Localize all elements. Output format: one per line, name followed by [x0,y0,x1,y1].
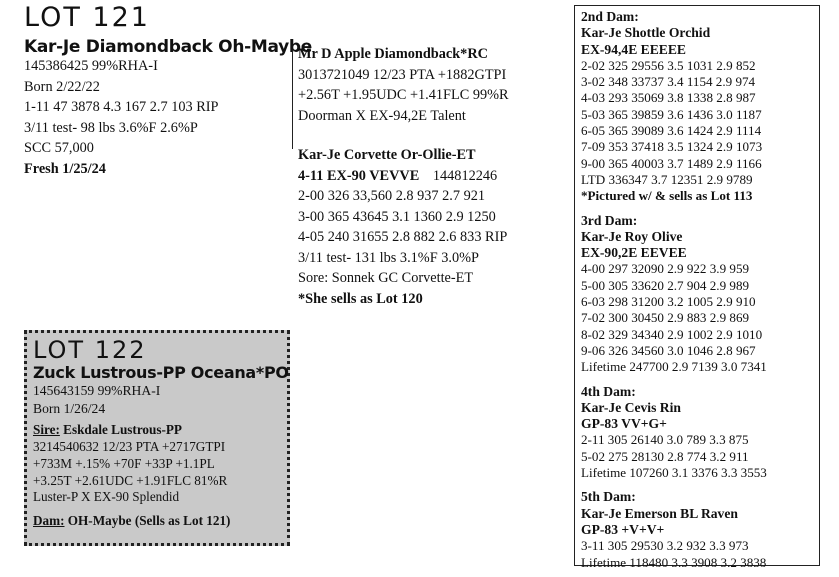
lot-121-details [24,56,294,179]
lot-121-block [24,2,313,179]
record-line: 9-00 365 40003 3.7 1489 2.9 1166 [581,155,762,171]
pedigree-name: Kar-Je Emerson BL Raven [581,505,738,521]
record-line: 6-05 365 39089 3.6 1424 2.9 1114 [581,123,762,139]
pedigree-label: 2nd Dam: [581,9,639,24]
dam-label: Dam: [33,513,65,529]
pedigree-classification: GP-83 +V+V+ [581,521,665,537]
sire-line: +2.56T +1.95UDC +1.41FLC 99%R [298,87,509,103]
lot-122-sire-row [33,422,287,439]
dam-record: 4-05 240 31655 2.8 882 2.6 833 RIP [298,229,508,245]
record-line: 7-09 353 37418 3.5 1324 2.9 1073 [581,139,763,155]
detail-line: 145386425 99%RHA-I [24,58,158,74]
record-line: 6-03 298 31200 3.2 1005 2.9 910 [581,294,756,310]
lot-122-sire-name: Eskdale Lustrous-PP [63,422,182,438]
detail-line: Born 2/22/22 [24,78,100,95]
record-line: 8-02 329 34340 2.9 1002 2.9 1010 [581,326,763,342]
sire-line: +3.25T +2.61UDC +1.91FLC 81%R [33,472,228,488]
lot-122-sire [33,422,287,506]
lot-122-title: LOT 122 [33,336,147,364]
dam-record: Sore: Sonnek GC Corvette-ET [298,270,474,286]
lot-122-dam-row [33,513,287,530]
pedigree-classification: EX-90,2E EEVEE [581,245,687,261]
pedigree-3rd-dam [581,213,819,376]
record-line: LTD 336347 3.7 12351 2.9 9789 [581,171,753,187]
dam-record: 3/11 test- 131 lbs 3.1%F 3.0%P [298,249,479,266]
record-line: 3-02 348 33737 3.4 1154 2.9 974 [581,74,756,90]
dam-note: *She sells as Lot 120 [298,290,423,307]
dam-classification-row [298,166,578,187]
pedigree-classification: GP-83 VV+G+ [581,416,667,432]
lot-121-title: LOT 121 [24,2,150,33]
record-line: 7-02 300 30450 2.9 883 2.9 869 [581,310,750,326]
detail-line: Born 1/26/24 [33,400,106,416]
sire-line: +733M +.15% +70F +33P +1.1PL [33,455,215,471]
pedigree-label: 4th Dam: [581,383,636,399]
sire-line: 3013721049 12/23 PTA +1882GTPI [298,66,507,83]
pedigree-5th-dam [581,489,819,570]
lot-122-dam-text: OH-Maybe (Sells as Lot 121) [67,513,231,529]
record-line: Lifetime 247700 2.9 7139 3.0 7341 [581,359,767,375]
dam-name: Kar-Je Corvette Or-Ollie-ET [298,147,476,163]
pedigree-label: 5th Dam: [581,489,636,505]
lot-122-box [24,330,290,546]
fresh-date: Fresh 1/25/24 [24,160,106,177]
pedigree-label: 3rd Dam: [581,212,638,228]
record-line: 4-00 297 32090 2.9 922 3.9 959 [581,261,750,277]
sire-bracket-line [292,50,293,149]
record-line: 5-02 275 28130 2.8 774 3.2 911 [581,448,749,464]
sire-line: Doorman X EX-94,2E Talent [298,107,466,124]
dam-block [298,145,578,309]
lot-122-details [33,382,287,417]
pedigree-name: Kar-Je Roy Olive [581,228,683,244]
record-line: 5-00 305 33620 2.7 904 2.9 989 [581,277,750,293]
sire-name: Mr D Apple Diamondback*RC [298,46,488,62]
pedigree-2nd-dam [581,9,819,205]
sire-block [298,44,578,126]
pedigree-panel [574,5,820,570]
pedigree-classification: EX-94,4E EEEEE [581,41,686,57]
pedigree-name: Kar-Je Cevis Rin [581,399,681,415]
lot-121-animal-name: Kar-Je Diamondback Oh-Maybe [24,37,313,57]
record-line: 5-03 365 39859 3.6 1436 3.0 1187 [581,106,762,122]
detail-line: 3/11 test- 98 lbs 3.6%F 2.6%P [24,119,198,136]
record-line: Lifetime 107260 3.1 3376 3.3 3553 [581,465,767,481]
sire-line: 3214540632 12/23 PTA +2717GTPI [33,438,226,454]
detail-line: 1-11 47 3878 4.3 167 2.7 103 RIP [24,99,219,115]
pedigree-note: *Pictured w/ & sells as Lot 113 [581,188,753,204]
dam-classification: 4-11 EX-90 VEVVE [298,167,420,184]
detail-line: SCC 57,000 [24,140,94,156]
record-line: 4-03 293 35069 3.8 1338 2.8 987 [581,90,756,106]
record-line: 2-02 325 29556 3.5 1031 2.9 852 [581,57,756,73]
pedigree-name: Kar-Je Shottle Orchid [581,25,711,41]
dam-record: 3-00 365 43645 3.1 1360 2.9 1250 [298,208,496,225]
record-line: 3-11 305 29530 3.2 932 3.3 973 [581,538,749,554]
dam-record: 2-00 326 33,560 2.8 937 2.7 921 [298,188,486,204]
lot-122-animal-name: Zuck Lustrous-PP Oceana*PO [33,363,289,382]
sire-line: Luster-P X EX-90 Splendid [33,489,180,505]
detail-line: 145643159 99%RHA-I [33,383,161,398]
record-line: 2-11 305 26140 3.0 789 3.3 875 [581,432,749,448]
record-line: Lifetime 118480 3.3 3908 3.2 3838 [581,554,767,570]
pedigree-4th-dam [581,384,819,482]
sire-label: Sire: [33,422,60,438]
dam-registration: 144812246 [432,167,498,184]
record-line: 9-06 326 34560 3.0 1046 2.8 967 [581,342,756,358]
